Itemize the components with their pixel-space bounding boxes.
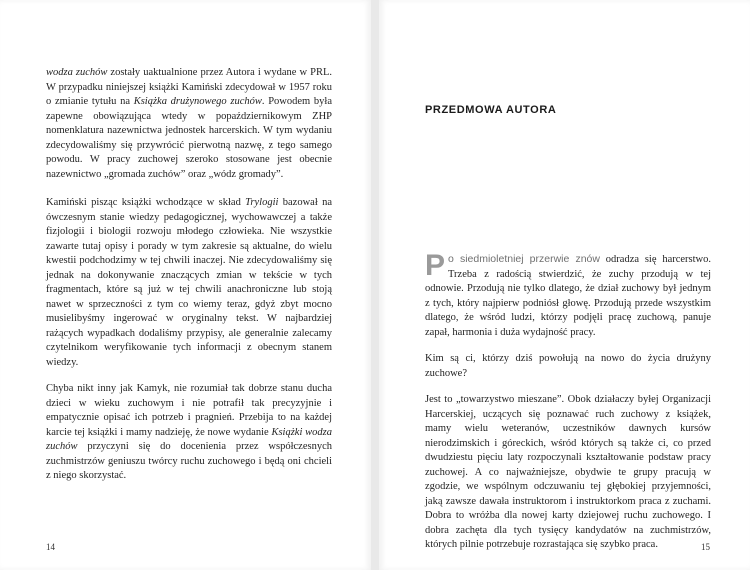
drop-cap: P: [425, 249, 446, 282]
italic-title: Książki wodza zuchów: [46, 426, 332, 452]
text-run: Kamiński pisząc książki wchodzące w skład: [46, 197, 246, 208]
paragraph: Kim są ci, którzy dziś powołują na nowo do życia drużyny zuchowe?: [425, 353, 711, 379]
paragraph: [46, 382, 332, 484]
left-page: [0, 0, 371, 570]
text-run: bazował na ówczesnym stanie wiedzy pedagogicznej, wychowawczej a także fizjologii i biologii rozwoju młodego człowieka. Nie wszystkie zawarte tutaj opisy i porady w tym zakresie są aktualne, do wielu kwestii podchodzimy w tej chwili inaczej. Nie zdecydowaliśmy się jednak na dokonywanie znaczących zmian w tekście w tych fragmentach, które są już w tej chwili anachroniczne lub stoją nawet w sprzeczności z tym co wiemy teraz, gdyż zbyt mocno musielibyśmy ingerować w oryginalny tekst. W najbardziej rażących wypadkach dodaliśmy przypisy, ale generalnie zalecamy czytelnikom weryfikowanie tych informacji z obecnym stanem wiedzy.: [46, 197, 332, 368]
italic-title: wodza zuchów: [46, 67, 108, 78]
left-page-body: [46, 66, 332, 496]
page-number: 15: [701, 542, 710, 552]
paragraph: [46, 196, 332, 370]
lead-in-text: o siedmioletniej przerwie znów: [448, 253, 600, 265]
text-run: odradza się harcerstwo. Trzeba z radością stwierdzić, że zuchy przodują w tej odnowie. Przodują nie tylko dlatego, że dział zuchowy był jednym z tych, który najpierw podniósł głowę. Przodują przede wszystkim dlatego, że wśród ludzi, którzy podjęli pracę zuchową, panuje zapał, harmonia i duża wydajność pracy.: [425, 254, 711, 338]
italic-title: Trylogii: [245, 197, 279, 208]
text-run: Chyba nikt inny jak Kamyk, nie rozumiał tak dobrze stanu ducha dzieci w wieku zuchowym i nie potrafił tak precyzyjnie i empatycznie opisać ich potrzeb i pragnień. Przebija to na każdej karcie tej książki i mamy nadzieję, że nowe wydanie: [46, 383, 332, 438]
chapter-heading: PRZEDMOWA AUTORA: [425, 104, 557, 116]
right-page: [379, 0, 750, 570]
paragraph: [425, 249, 711, 340]
paragraph: Jest to „towarzystwo mieszane”. Obok działaczy byłej Organizacji Harcerskiej, uczących się poznawać ruch zuchowy z książek, mamy wielu weteranów, uczestników dawnych kursów nierodzimskich i góreckich, wśród których są także ci, co przed dwudziestu pięciu laty rozpoczynali kształtowanie podstaw pracy zuchowej. A co najważniejsze, obydwie te grupy pracują w zgodzie, we wspólnym odczuwaniu tej głębokiej przyjemności, jaką zawsze dawała instruktorom i instruktorkom praca z zuchami. Dobra to wróżba dla nowej karty dziejowej ruchu zuchowego. I dobra zachęta dla tych tysięcy kandydatów na zuchmistrzów, których pilnie potrzebuje rozrastająca się szybko praca.: [425, 394, 711, 550]
right-page-body: [425, 249, 711, 565]
page-number: 14: [46, 542, 55, 552]
text-run: zostały uaktualnione przez Autora i wydane w PRL. W przypadku niniejszej książki Kamiński zdecydował w 1957 roku o zmianie tytułu na: [46, 67, 332, 107]
paragraph: [46, 66, 332, 182]
text-run: przyczyni się do docenienia przez współczesnych zuchmistrzów geniuszu twórcy ruchu zuchowego i będą oni chcieli z niego skorzystać.: [46, 441, 332, 481]
italic-title: Książka drużynowego zuchów: [133, 96, 262, 107]
text-run: . Powodem była zapewne obowiązująca wtedy w popaździernikowym ZHP nomenklatura nazewnictwa jednostek harcerskich. W tym wydaniu zdecydowaliśmy się przywrócić pierwotną nazwę, z tego samego powodu. W pracy zuchowej szeroko stosowane jest obecnie nazewnictwo „gromada zuchów” oraz „wódz gromady”.: [46, 96, 333, 180]
